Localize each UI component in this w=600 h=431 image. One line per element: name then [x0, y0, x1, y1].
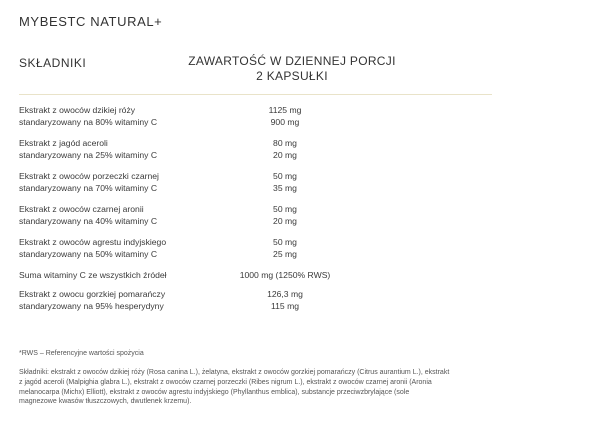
content-column-header — [180, 54, 404, 84]
ingredients-column-header: SKŁADNIKI — [19, 56, 87, 70]
amount-line1: 80 mg — [273, 138, 297, 148]
ingredient-name — [19, 137, 234, 161]
ingredient-name-line2: standaryzowany na 70% witaminy C — [19, 183, 158, 193]
amount-line1: 50 mg — [273, 171, 297, 181]
ingredient-amount — [225, 170, 345, 194]
ingredients-table — [19, 104, 499, 321]
ingredient-name-line2: standaryzowany na 25% witaminy C — [19, 150, 158, 160]
amount-line2: 20 mg — [273, 216, 297, 226]
ingredient-name — [19, 170, 234, 194]
ingredient-name-line1: Ekstrakt z owoców dzikiej róży — [19, 105, 136, 115]
content-header-line1: ZAWARTOŚĆ W DZIENNEJ PORCJI — [188, 54, 396, 68]
ingredient-name-line2: standaryzowany na 40% witaminy C — [19, 216, 158, 226]
ingredient-name — [19, 203, 234, 227]
ingredient-name — [19, 236, 234, 260]
rws-footnote: *RWS – Referencyjne wartości spożycia — [19, 350, 144, 357]
amount-line1: 1125 mg — [268, 105, 302, 115]
ingredient-name — [19, 288, 234, 312]
amount-line2: 115 mg — [270, 301, 300, 311]
ingredient-name — [19, 104, 234, 128]
ingredient-amount — [225, 203, 345, 227]
amount-line2: 900 mg — [270, 117, 300, 127]
amount-line1: 50 mg — [273, 204, 297, 214]
ingredient-name-line1: Ekstrakt z owocu gorzkiej pomarańczy — [19, 289, 166, 299]
ingredient-name-line1: Ekstrakt z owoców czarnej aronii — [19, 204, 144, 214]
ingredient-name-line1: Ekstrakt z owoców porzeczki czarnej — [19, 171, 159, 181]
table-row — [19, 170, 499, 203]
composition-line: magnezowe kwasów tłuszczowych, dwutlenek krzemu). — [19, 398, 192, 406]
table-row — [19, 104, 499, 137]
amount-line2: 25 mg — [273, 249, 297, 259]
ingredient-amount — [225, 137, 345, 161]
amount-line1: 126,3 mg — [267, 289, 303, 299]
table-row — [19, 203, 499, 236]
ingredient-amount — [225, 104, 345, 128]
amount-line1: 1000 mg (1250% RWS) — [239, 270, 331, 280]
table-row-total — [19, 269, 499, 288]
ingredient-name-line1: Ekstrakt z jagód aceroli — [19, 138, 108, 148]
content-header-line2: 2 KAPSUŁKI — [256, 69, 328, 83]
ingredient-name-line2: standaryzowany na 80% witaminy C — [19, 117, 158, 127]
table-row — [19, 288, 499, 321]
ingredient-amount — [225, 236, 345, 260]
amount-line2: 35 mg — [273, 183, 297, 193]
brand-title: MYBESTC NATURAL+ — [19, 14, 163, 29]
table-row — [19, 137, 499, 170]
composition-line: Składniki: ekstrakt z owoców dzikiej róży (Rosa canina L.), żelatyna, ekstrakt z owoców gorzkiej pomarańczy (Citrus aurantium L.), ekstrakt — [19, 369, 450, 376]
composition-line: melanocarpa (Michx) Elliott), ekstrakt z owoców agrestu indyjskiego (Phyllanthus emblica), substancje przeciwzbrylające (sole — [19, 388, 410, 396]
ingredient-amount — [225, 269, 345, 281]
ingredient-name-line1: Ekstrakt z owoców agrestu indyjskiego — [19, 237, 167, 247]
amount-line1: 50 mg — [273, 237, 297, 247]
ingredient-name-line1: Suma witaminy C ze wszystkich źródeł — [19, 270, 167, 280]
table-row — [19, 236, 499, 269]
amount-line2: 20 mg — [273, 150, 297, 160]
composition-line: z jagód aceroli (Malpighia glabra L.), ekstrakt z owoców czarnej porzeczki (Ribes nigrum L.), ekstrakt z owoców czarnej aronii (Aronia — [19, 378, 432, 386]
ingredient-amount — [225, 288, 345, 312]
header-divider — [19, 94, 492, 95]
ingredient-name — [19, 269, 234, 281]
ingredient-name-line2: standaryzowany na 50% witaminy C — [19, 249, 158, 259]
ingredient-name-line2: standaryzowany na 95% hesperydyny — [19, 301, 164, 311]
composition-text — [19, 368, 499, 407]
